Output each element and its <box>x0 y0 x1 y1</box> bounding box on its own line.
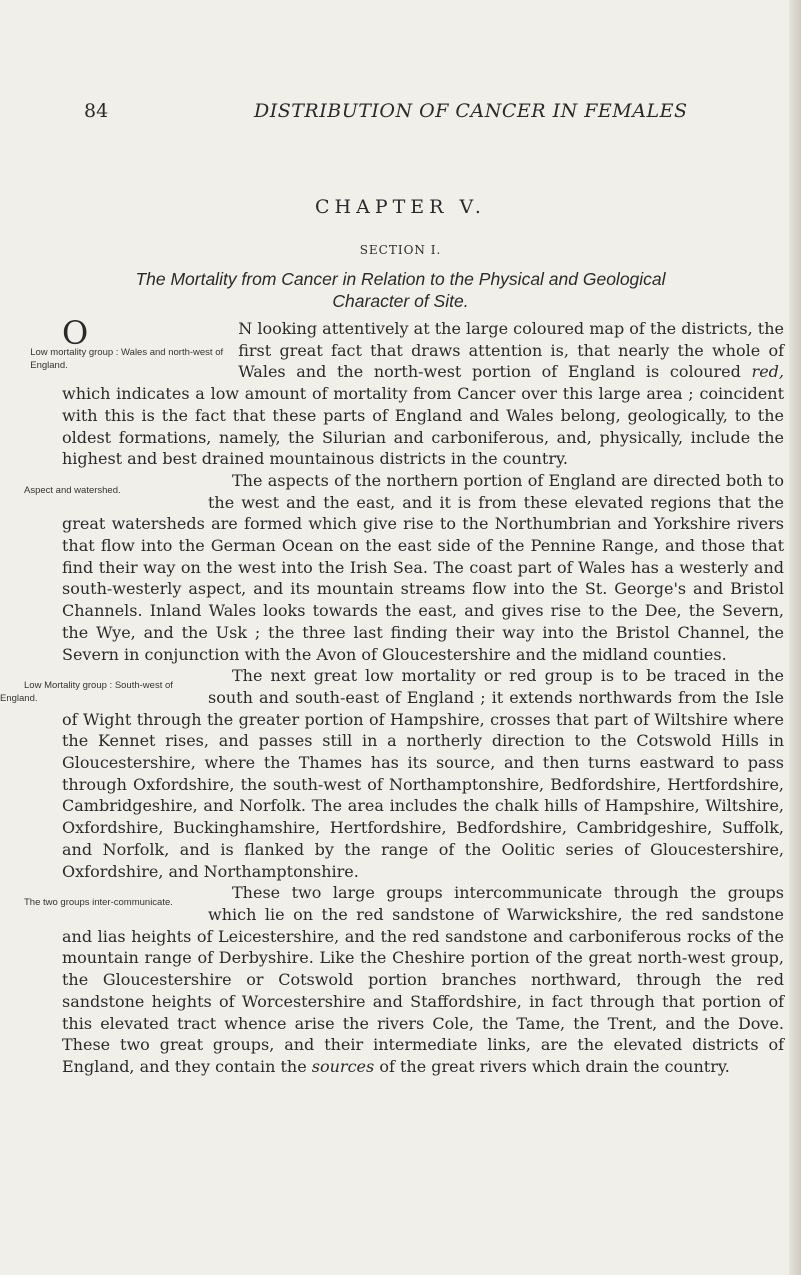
italic-sources: sources <box>311 1056 375 1076</box>
body-text <box>0 314 785 1078</box>
running-title: DISTRIBUTION OF CANCER IN FEMALES <box>254 100 688 122</box>
page-number: 84 <box>84 100 109 122</box>
paragraph-2-text: The aspects of the northern portion of England are directed both to the west and the east, and it is from these elevated regions that the great watersheds are formed which give rise to the Northumbrian and Yorkshire rivers that flow into the German Ocean on the east side of the Pennine Range, and those that find their way on the west into the Irish Sea. The coast part of Wales has a westerly and south-westerly aspect, and its mountain streams flow into the St. George's and Bristol Channels. Inland Wales looks towards the east, and gives rise to the Dee, the Severn, the Wye, and the Usk ; the three last finding their way into the Bristol Channel, the Severn in conjunction with the Avon of Gloucestershire and the midland counties. <box>62 470 784 664</box>
paragraph-1-text-b: which indicates a low amount of mortality from Cancer over this large area ; coincident with this is the fact that these parts of England and Wales belong, geologically, to the oldest formations, namely, the Silurian and carboniferous, and, physically, include the highest and best drained mountainous districts in the country. <box>62 384 784 469</box>
paragraph-4 <box>24 882 784 1077</box>
paragraph-1-text-a: looking attentively at the large coloured map of the districts, the first great fact that draws attention is, that nearly the whole of Wales and the north-west portion of England is coloured <box>238 319 785 382</box>
section-title <box>0 268 801 312</box>
paragraph-1 <box>30 314 785 470</box>
chapter-title: CHAPTER V. <box>315 196 486 218</box>
running-header <box>84 100 784 124</box>
paragraph-3-text: The next great low mortality or red group is to be traced in the south and south-east of England ; it extends northwards from the Isle of Wight through the greater portion of Hampshire, crosses that part of Wiltshire where the Kennet rises, and passes still in a northerly direction to the Cotswold Hills in Gloucestershire, where the Thames has its source, and then turns eastward to pass through Oxfordshire, the south-west of Northamptonshire, Bedfordshire, Hertfordshire, Cambridgeshire, and Norfolk. The area includes the chalk hills of Hampshire, Wiltshire, Oxfordshire, Buckinghamshire, Hertfordshire, Bedfordshire, Cambridgeshire, Suffolk, and Norfolk, and is flanked by the range of the Oolitic series of Gloucestershire, Oxfordshire, and Northamptonshire. <box>62 666 784 881</box>
drop-cap-rest: N <box>238 319 253 338</box>
margin-note-low-mortality-wales: Low mortality group : Wales and north-west of England. <box>30 347 224 371</box>
margin-note-low-mortality-south: Low Mortality group : South-west of England. <box>0 680 173 705</box>
page-edge <box>789 0 801 1275</box>
section-title-line-1: The Mortality from Cancer in Relation to the Physical and Geological <box>135 269 666 289</box>
drop-cap: O <box>62 314 89 352</box>
section-title-line-2: Character of Site. <box>332 291 469 311</box>
paragraph-4-text-b: of the great rivers which drain the country. <box>379 1056 730 1076</box>
margin-note-intercommunicate: The two groups inter-communicate. <box>24 897 173 909</box>
section-label: SECTION I. <box>359 243 442 257</box>
italic-red: red, <box>751 362 784 382</box>
margin-note-aspect: Aspect and watershed. <box>24 484 121 496</box>
paragraph-4-text-a: These two large groups intercommunicate through the groups which lie on the red sandstone of Warwickshire, the red sandstone and lias heights of Leicestershire, and the red sandstone and carboniferous rocks of the mountain range of Derbyshire. Like the Cheshire portion of the great north-west group, the Gloucestershire or Cotswold portion branches northward, through the red sandstone heights of Worcestershire and Staffordshire, in fact through that portion of this elevated tract whence arise the rivers Cole, the Tame, the Trent, and the Dove. These two great groups, and their intermediate links, are the elevated districts of England, and they contain the <box>62 883 784 1076</box>
paragraph-2 <box>24 470 784 665</box>
paragraph-3 <box>0 665 784 882</box>
